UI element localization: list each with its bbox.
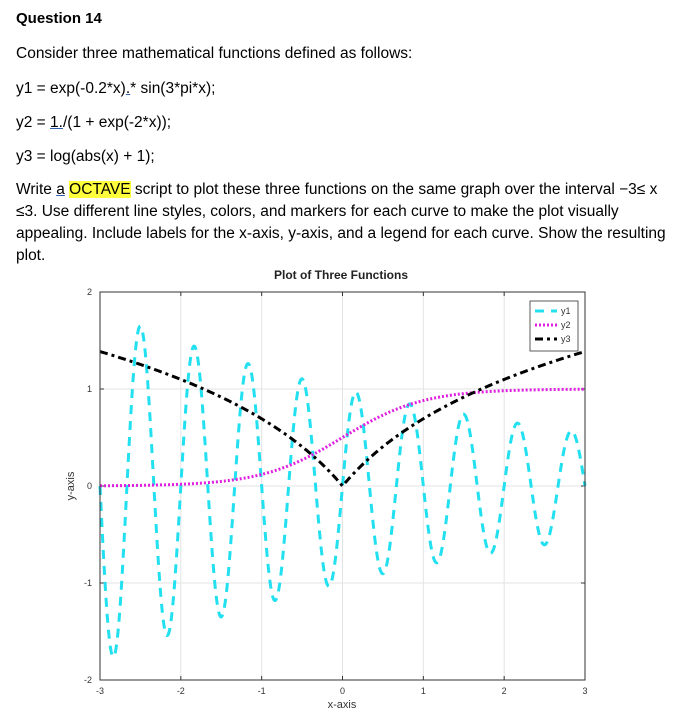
question-title: Question 14	[16, 10, 102, 27]
octave-highlight: OCTAVE	[69, 181, 131, 198]
task-a: a	[56, 181, 65, 198]
x-tick-label: 2	[501, 686, 507, 696]
legend-label-y1: y1	[561, 306, 571, 316]
equation-y3	[16, 146, 155, 168]
equation-y1	[16, 78, 215, 100]
plot-figure	[0, 255, 676, 722]
tick-labels	[84, 287, 588, 696]
x-tick-label: -3	[95, 686, 105, 696]
y-tick-label: -1	[83, 578, 92, 588]
equation-y3-pre: y3 = log(abs(x) + 1);	[16, 148, 155, 165]
intro-text: Consider three mathematical functions defined as follows:	[16, 45, 413, 62]
y-tick-label: 1	[86, 384, 92, 394]
x-tick-label: -2	[176, 686, 185, 696]
y-tick-label: -2	[83, 675, 92, 685]
equation-y2-post: /(1 + exp(-2*x));	[62, 114, 172, 131]
y-axis-label: y-axis	[65, 471, 77, 501]
x-tick-label: 0	[339, 686, 346, 696]
legend-label-y3: y3	[561, 334, 571, 344]
equation-y1-post: * sin(3*pi*x);	[130, 80, 216, 97]
task-part2: script to plot these three functions on the same graph over the interval −3≤ x ≤3. Use different line styles, colors, and markers for each curve to make the plot visually appealing. Include labels for the x-axis, y-axis, and a legend for each curve. Show the resulting plot.	[16, 181, 666, 264]
equation-y1-pre: y1 = exp(-0.2*x)	[16, 80, 126, 97]
legend	[530, 301, 578, 351]
x-tick-label: 3	[582, 686, 588, 696]
equation-y2-pre: y2 =	[16, 114, 51, 131]
legend-label-y2: y2	[561, 320, 571, 330]
equation-y2-mark: 1.	[50, 114, 63, 131]
x-tick-label: -1	[257, 686, 266, 696]
x-tick-label: 1	[420, 686, 426, 696]
task-text	[16, 179, 676, 267]
y-tick-label: 2	[86, 287, 92, 297]
x-axis-label: x-axis	[327, 699, 357, 711]
y-tick-label: 0	[86, 481, 92, 491]
equation-y2	[16, 112, 171, 134]
equation-y1-mark: .	[125, 80, 131, 97]
task-part1: Write	[16, 181, 57, 198]
legend-box	[530, 301, 578, 351]
chart-title: Plot of Three Functions	[274, 268, 408, 282]
